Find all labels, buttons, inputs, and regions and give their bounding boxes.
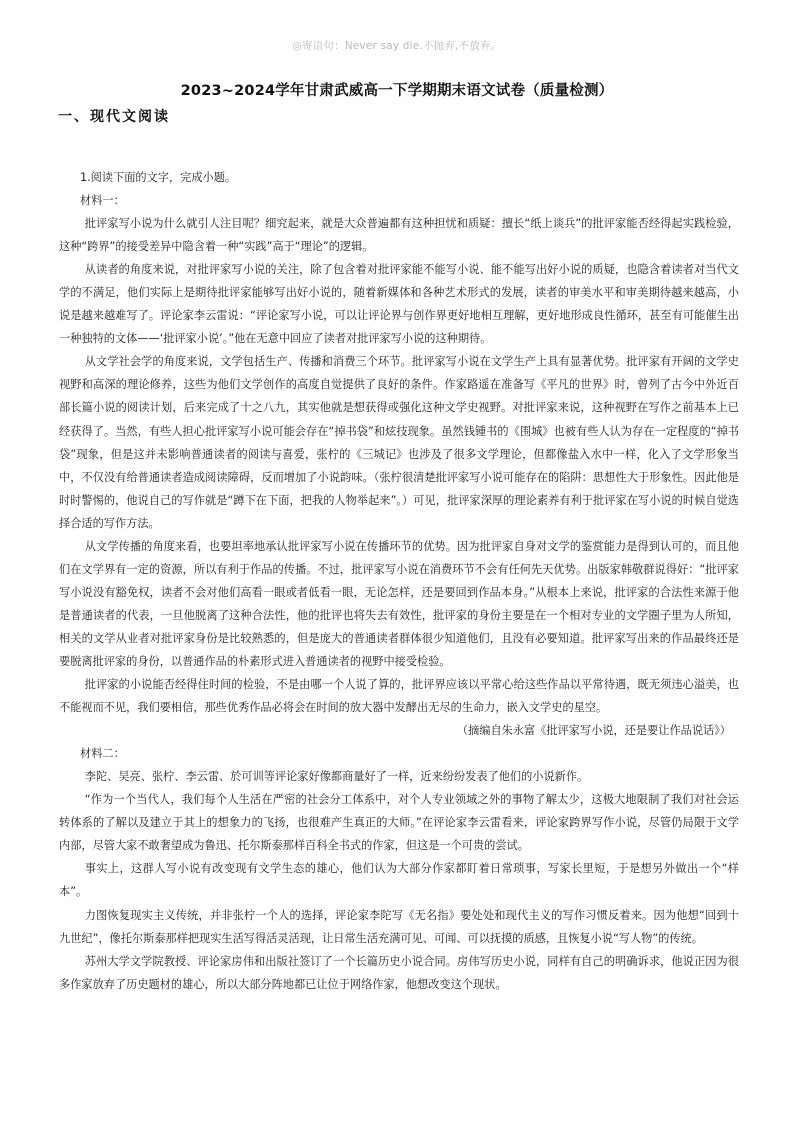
material2-paragraph: 苏州大学文学院教授、评论家房伟和出版社签订了一个长篇历史小说合同。房伟写历史小说，同样有自己的明确诉求，他说正因为很多作家放弃了历史题材的雄心，所以大部分阵地都已让位于网络作家，他想改变这个现状。 (59, 954, 739, 991)
reading-content (59, 166, 739, 996)
material2-paragraph: 事实上，这群人写小说有改变现有文学生态的雄心，他们认为大部分作家都盯着日常琐事，写家长里短，于是想另外做出一个“样本”。 (59, 862, 739, 899)
material1-paragraph: 从读者的角度来说，对批评家写小说的关注，除了包含着对批评家能不能写小说、能不能写出好小说的质疑，也隐含着读者对当代文学的不满足，他们实际上是期待批评家能够写出好小说的，随着新媒体和各种艺术形式的发展，读者的审美水平和审美期待越来越高，小说是越来越难写了。评论家李云雷说：“评论家写小说，可以让评论界与创作界更好地相互理解，更好地形成良性循环，甚至有可能催生出一种独特的文体——‘批评家小说’。”他在无意中回应了读者对批评家写小说的这种期待。 (59, 263, 739, 346)
header-watermark: ◎寄语句：Never say die.不抛弃,不放弃。 (292, 40, 502, 52)
material2-paragraph: 李陀、吴亮、张柠、李云雷、於可训等评论家好像都商量好了一样，近来纷纷发表了他们的小说新作。 (84, 770, 589, 784)
material1-paragraph: 批评家的小说能否经得住时间的检验，不是由哪一个人说了算的，批评界应该以平常心给这些作品以平常待遇，既无须违心溢美，也不能视而不见，我们要相信，那些优秀作品必将会在时间的放大器中发酵出无尽的生命力，嵌入文学史的星空。 (59, 678, 739, 715)
material1-paragraph: 批评家写小说为什么就引人注目呢？细究起来，就是大众普遍都有这种担忧和质疑：擅长“纸上谈兵”的批评家能否经得起实践检验，这种“跨界”的接受差异中隐含着一种“实践”高于“理论”的逻辑。 (59, 217, 739, 254)
material1-label: 材料一： (80, 194, 125, 208)
material2-paragraph: “作为一个当代人，我们每个人生活在严密的社会分工体系中，对个人专业领域之外的事物了解太少，这极大地限制了我们对社会运转体系的了解以及建立于其上的想象力的飞扬，也很难产生真正的大师。”在评论家李云雷看来，评论家跨界写作小说，尽管仍局限于文学内部，尽管大家不敢奢望成为鲁迅、托尔斯泰那样百科全书式的作家，但这是一个可贵的尝试。 (59, 793, 739, 853)
material1-paragraph: 从文学社会学的角度来说，文学包括生产、传播和消费三个环节。批评家写小说在文学生产上具有显著优势。批评家有开阔的文学史视野和高深的理论修养，这些为他们文学创作的高度自觉提供了良好的条件。作家路遥在准备写《平凡的世界》时，曾列了古今中外近百部长篇小说的阅读计划，后来完成了十之八九，其实他就是想获得或强化这种文学史视野。对批评家来说，这种视野在写作之前基本上已经获得了。当然，有些人担心批评家写小说可能会存在“掉书袋”和炫技现象。虽然钱锺书的《围城》也被有些人认为存在一定程度的“掉书袋”现象，但是这并未影响普通读者的阅读与喜爱，张柠的《三城记》也涉及了很多文学理论，但都像盐入水中一样，化入了文学形象当中，不仅没有给普通读者造成阅读障碍，反而增加了小说韵味。（张柠很清楚批评家写小说可能存在的陷阱：思想性大于形象性。因此他是时时警惕的，他说自己的写作就是“蹲下在下面，把我的人物举起来”。）可见，批评家深厚的理论素养有利于批评家在写小说的时候自觉选择合适的写作方法。 (59, 355, 739, 530)
section-heading: 一、现代文阅读 (58, 109, 170, 125)
question-prompt: 1.阅读下面的文字，完成小题。 (80, 171, 237, 184)
material2-label: 材料二： (80, 747, 125, 761)
material1-paragraph: 从文学传播的角度来看，也要坦率地承认批评家写小说在传播环节的优势。因为批评家自身对文学的鉴赏能力是得到认可的，而且他们在文学界有一定的资源，所以有利于作品的传播。不过，批评家写小说在消费环节不会有任何先天优势。出版家韩敬群说得好：“批评家写小说没有豁免权，读者不会对他们高看一眼或者低看一眼，无论怎样，还是要回到作品本身。”从根本上来说，批评家的合法性来源于他是普通读者的代表，一旦他脱离了这种合法性，他的批评也将失去有效性，批评家的身份主要是在一个相对专业的文学圈子里为人所知，相关的文学从业者对批评家身份是比较熟悉的，但是庞大的普通读者群体很少知道他们，且没有必要知道。批评家写出来的作品最终还是要脱离批评家的身份，以普通作品的朴素形式进入普通读者的视野中接受检验。 (59, 539, 739, 668)
material2-paragraph: 力图恢复现实主义传统，并非张柠一个人的选择，评论家李陀写《无名指》要处处和现代主义的写作习惯反着来。因为他想“回到十九世纪”，像托尔斯泰那样把现实生活写得活灵活现，让日常生活充满可见、可闻、可以抚摸的质感，且恢复小说“写人物”的传统。 (59, 908, 739, 945)
document-title: 2023~2024学年甘肃武威高一下学期期末语文试卷（质量检测） (180, 83, 614, 99)
material1-source: （摘编自朱永富《批评家写小说，还是要让作品说话》） (456, 724, 731, 738)
